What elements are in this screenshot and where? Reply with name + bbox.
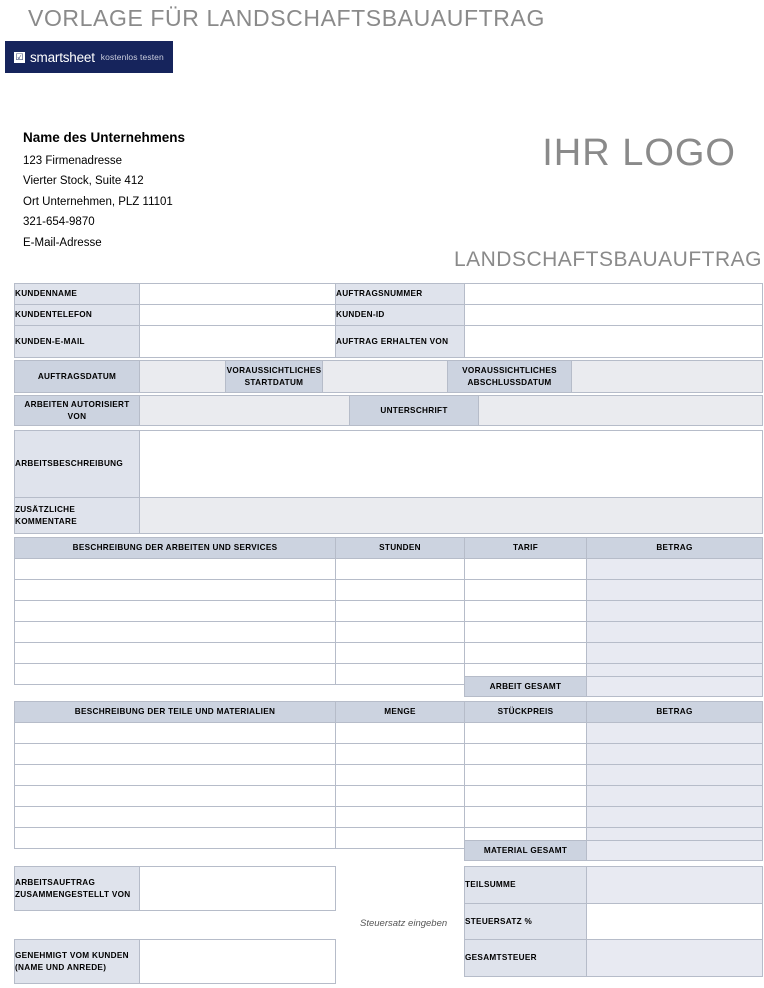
labor-cell-hours[interactable] xyxy=(336,643,465,664)
label-additional-comments: ZUSÄTZLICHE KOMMENTARE xyxy=(15,498,140,534)
page-title: VORLAGE FÜR LANDSCHAFTSBAUAUFTRAG xyxy=(28,5,545,31)
your-logo-placeholder: IHR LOGO xyxy=(542,132,736,174)
labor-col-description: BESCHREIBUNG DER ARBEITEN UND SERVICES xyxy=(15,538,336,559)
label-order-date: AUFTRAGSDATUM xyxy=(15,361,140,393)
labor-cell-hours[interactable] xyxy=(336,664,465,685)
materials-total-table xyxy=(464,840,763,861)
materials-cell-unit-price[interactable] xyxy=(465,807,587,828)
input-completion-date[interactable] xyxy=(572,361,763,393)
approved-by-table xyxy=(14,939,336,984)
labor-cell-rate[interactable] xyxy=(465,580,587,601)
materials-cell-unit-price[interactable] xyxy=(465,723,587,744)
table-row xyxy=(15,559,763,580)
table-row xyxy=(465,904,763,940)
company-address-line-2: Vierter Stock, Suite 412 xyxy=(23,175,144,187)
input-start-date[interactable] xyxy=(323,361,448,393)
table-row xyxy=(15,305,763,326)
table-header-row xyxy=(15,702,763,723)
input-approved-by[interactable] xyxy=(140,940,336,984)
form-title: LANDSCHAFTSBAUAUFTRAG xyxy=(453,248,762,271)
value-labor-total xyxy=(587,677,763,697)
description-table xyxy=(14,430,763,534)
materials-cell-amount[interactable] xyxy=(587,723,763,744)
smartsheet-tagline: kostenlos testen xyxy=(100,52,164,62)
table-row xyxy=(15,498,763,534)
label-signature: UNTERSCHRIFT xyxy=(350,396,479,426)
materials-cell-quantity[interactable] xyxy=(336,828,465,849)
table-row xyxy=(465,867,763,904)
prepared-by-table xyxy=(14,866,336,911)
materials-cell-unit-price[interactable] xyxy=(465,744,587,765)
company-address-line-1: 123 Firmenadresse xyxy=(23,154,123,167)
label-work-description: ARBEITSBESCHREIBUNG xyxy=(15,431,140,498)
input-authorized-by[interactable] xyxy=(140,396,350,426)
materials-cell-description[interactable] xyxy=(15,828,336,849)
company-email: E-Mail-Adresse xyxy=(23,236,102,249)
label-customer-phone: KUNDENTELEFON xyxy=(15,305,140,326)
tax-rate-hint: Steuersatz eingeben xyxy=(360,918,448,929)
table-row xyxy=(15,786,763,807)
labor-table xyxy=(14,537,763,685)
labor-cell-amount[interactable] xyxy=(587,622,763,643)
materials-cell-unit-price[interactable] xyxy=(465,786,587,807)
materials-cell-amount[interactable] xyxy=(587,765,763,786)
company-address-line-3: Ort Unternehmen, PLZ 11101 xyxy=(23,195,173,208)
table-row xyxy=(15,431,763,498)
dates-table xyxy=(14,360,763,393)
input-customer-phone[interactable] xyxy=(140,305,336,326)
materials-cell-amount[interactable] xyxy=(587,807,763,828)
labor-cell-amount[interactable] xyxy=(587,580,763,601)
labor-col-amount: BETRAG xyxy=(587,538,763,559)
table-row xyxy=(15,601,763,622)
labor-cell-rate[interactable] xyxy=(465,601,587,622)
labor-col-hours: STUNDEN xyxy=(336,538,465,559)
labor-total-table xyxy=(464,676,763,697)
table-row xyxy=(15,326,763,358)
label-customer-id: KUNDEN-ID xyxy=(336,305,465,326)
input-order-received-by[interactable] xyxy=(465,326,763,358)
labor-cell-rate[interactable] xyxy=(465,643,587,664)
materials-cell-description[interactable] xyxy=(15,723,336,744)
table-row xyxy=(465,940,763,977)
input-order-date[interactable] xyxy=(140,361,226,393)
materials-cell-description[interactable] xyxy=(15,786,336,807)
table-header-row xyxy=(15,538,763,559)
table-row xyxy=(15,622,763,643)
materials-cell-quantity[interactable] xyxy=(336,786,465,807)
labor-cell-description[interactable] xyxy=(15,643,336,664)
label-total-tax: GESAMTSTEUER xyxy=(465,940,587,977)
totals-table xyxy=(464,866,763,977)
table-row xyxy=(15,940,336,984)
materials-col-description: BESCHREIBUNG DER TEILE UND MATERIALIEN xyxy=(15,702,336,723)
table-row xyxy=(15,807,763,828)
label-customer-name: KUNDENNAME xyxy=(15,284,140,305)
input-tax-rate[interactable] xyxy=(587,904,763,940)
label-approved-by: GENEHMIGT VOM KUNDEN (NAME UND ANREDE) xyxy=(15,940,140,984)
label-order-number: AUFTRAGSNUMMER xyxy=(336,284,465,305)
label-completion-date: VORAUSSICHTLICHES ABSCHLUSSDATUM xyxy=(448,361,572,393)
materials-table-body xyxy=(15,723,763,849)
labor-cell-hours[interactable] xyxy=(336,580,465,601)
labor-cell-description[interactable] xyxy=(15,559,336,580)
table-row xyxy=(15,867,336,911)
input-order-number[interactable] xyxy=(465,284,763,305)
labor-cell-description[interactable] xyxy=(15,664,336,685)
labor-cell-description[interactable] xyxy=(15,622,336,643)
smartsheet-logo[interactable] xyxy=(5,41,173,73)
labor-cell-description[interactable] xyxy=(15,580,336,601)
labor-cell-rate[interactable] xyxy=(465,559,587,580)
company-info-block xyxy=(23,128,185,253)
customer-info-table xyxy=(14,283,763,358)
materials-table xyxy=(14,701,763,849)
label-customer-email: KUNDEN-E-MAIL xyxy=(15,326,140,358)
label-start-date: VORAUSSICHTLICHES STARTDATUM xyxy=(226,361,323,393)
labor-cell-rate[interactable] xyxy=(465,622,587,643)
materials-cell-description[interactable] xyxy=(15,765,336,786)
input-prepared-by[interactable] xyxy=(140,867,336,911)
labor-cell-hours[interactable] xyxy=(336,559,465,580)
label-subtotal: TEILSUMME xyxy=(465,867,587,904)
value-materials-total xyxy=(587,841,763,861)
materials-col-unit-price: STÜCKPREIS xyxy=(465,702,587,723)
label-materials-total: MATERIAL GESAMT xyxy=(465,841,587,861)
authorization-table xyxy=(14,395,763,426)
materials-cell-quantity[interactable] xyxy=(336,723,465,744)
smartsheet-brand-label: smartsheet xyxy=(30,49,95,65)
labor-cell-hours[interactable] xyxy=(336,601,465,622)
materials-cell-amount[interactable] xyxy=(587,744,763,765)
table-row xyxy=(465,841,763,861)
company-name: Name des Unternehmens xyxy=(23,130,186,145)
materials-cell-amount[interactable] xyxy=(587,786,763,807)
table-row xyxy=(15,744,763,765)
table-row xyxy=(15,643,763,664)
table-row xyxy=(15,765,763,786)
labor-col-rate: TARIF xyxy=(465,538,587,559)
materials-cell-unit-price[interactable] xyxy=(465,765,587,786)
labor-cell-amount[interactable] xyxy=(587,559,763,580)
label-prepared-by: ARBEITSAUFTRAG ZUSAMMENGESTELLT VON xyxy=(15,867,140,911)
label-tax-rate: STEUERSATZ % xyxy=(465,904,587,940)
labor-cell-description[interactable] xyxy=(15,601,336,622)
checkbox-icon: ☑ xyxy=(15,51,24,62)
input-additional-comments[interactable] xyxy=(140,498,763,534)
company-phone: 321-654-9870 xyxy=(23,216,95,228)
input-customer-id[interactable] xyxy=(465,305,763,326)
table-row xyxy=(465,677,763,697)
table-row xyxy=(15,580,763,601)
input-work-description[interactable] xyxy=(140,431,763,498)
materials-col-quantity: MENGE xyxy=(336,702,465,723)
table-row xyxy=(15,723,763,744)
materials-cell-quantity[interactable] xyxy=(336,765,465,786)
table-row xyxy=(15,361,763,393)
value-subtotal xyxy=(587,867,763,904)
value-total-tax xyxy=(587,940,763,977)
input-signature[interactable] xyxy=(479,396,763,426)
materials-col-amount: BETRAG xyxy=(587,702,763,723)
labor-cell-amount[interactable] xyxy=(587,601,763,622)
labor-cell-hours[interactable] xyxy=(336,622,465,643)
labor-cell-amount[interactable] xyxy=(587,643,763,664)
label-authorized-by: ARBEITEN AUTORISIERT VON xyxy=(15,396,140,426)
input-customer-email[interactable] xyxy=(140,326,336,358)
materials-cell-quantity[interactable] xyxy=(336,744,465,765)
materials-cell-quantity[interactable] xyxy=(336,807,465,828)
materials-cell-description[interactable] xyxy=(15,744,336,765)
table-row xyxy=(15,396,763,426)
label-order-received-by: AUFTRAG ERHALTEN VON xyxy=(336,326,465,358)
labor-table-body xyxy=(15,559,763,685)
materials-cell-description[interactable] xyxy=(15,807,336,828)
table-row xyxy=(15,284,763,305)
label-labor-total: ARBEIT GESAMT xyxy=(465,677,587,697)
input-customer-name[interactable] xyxy=(140,284,336,305)
